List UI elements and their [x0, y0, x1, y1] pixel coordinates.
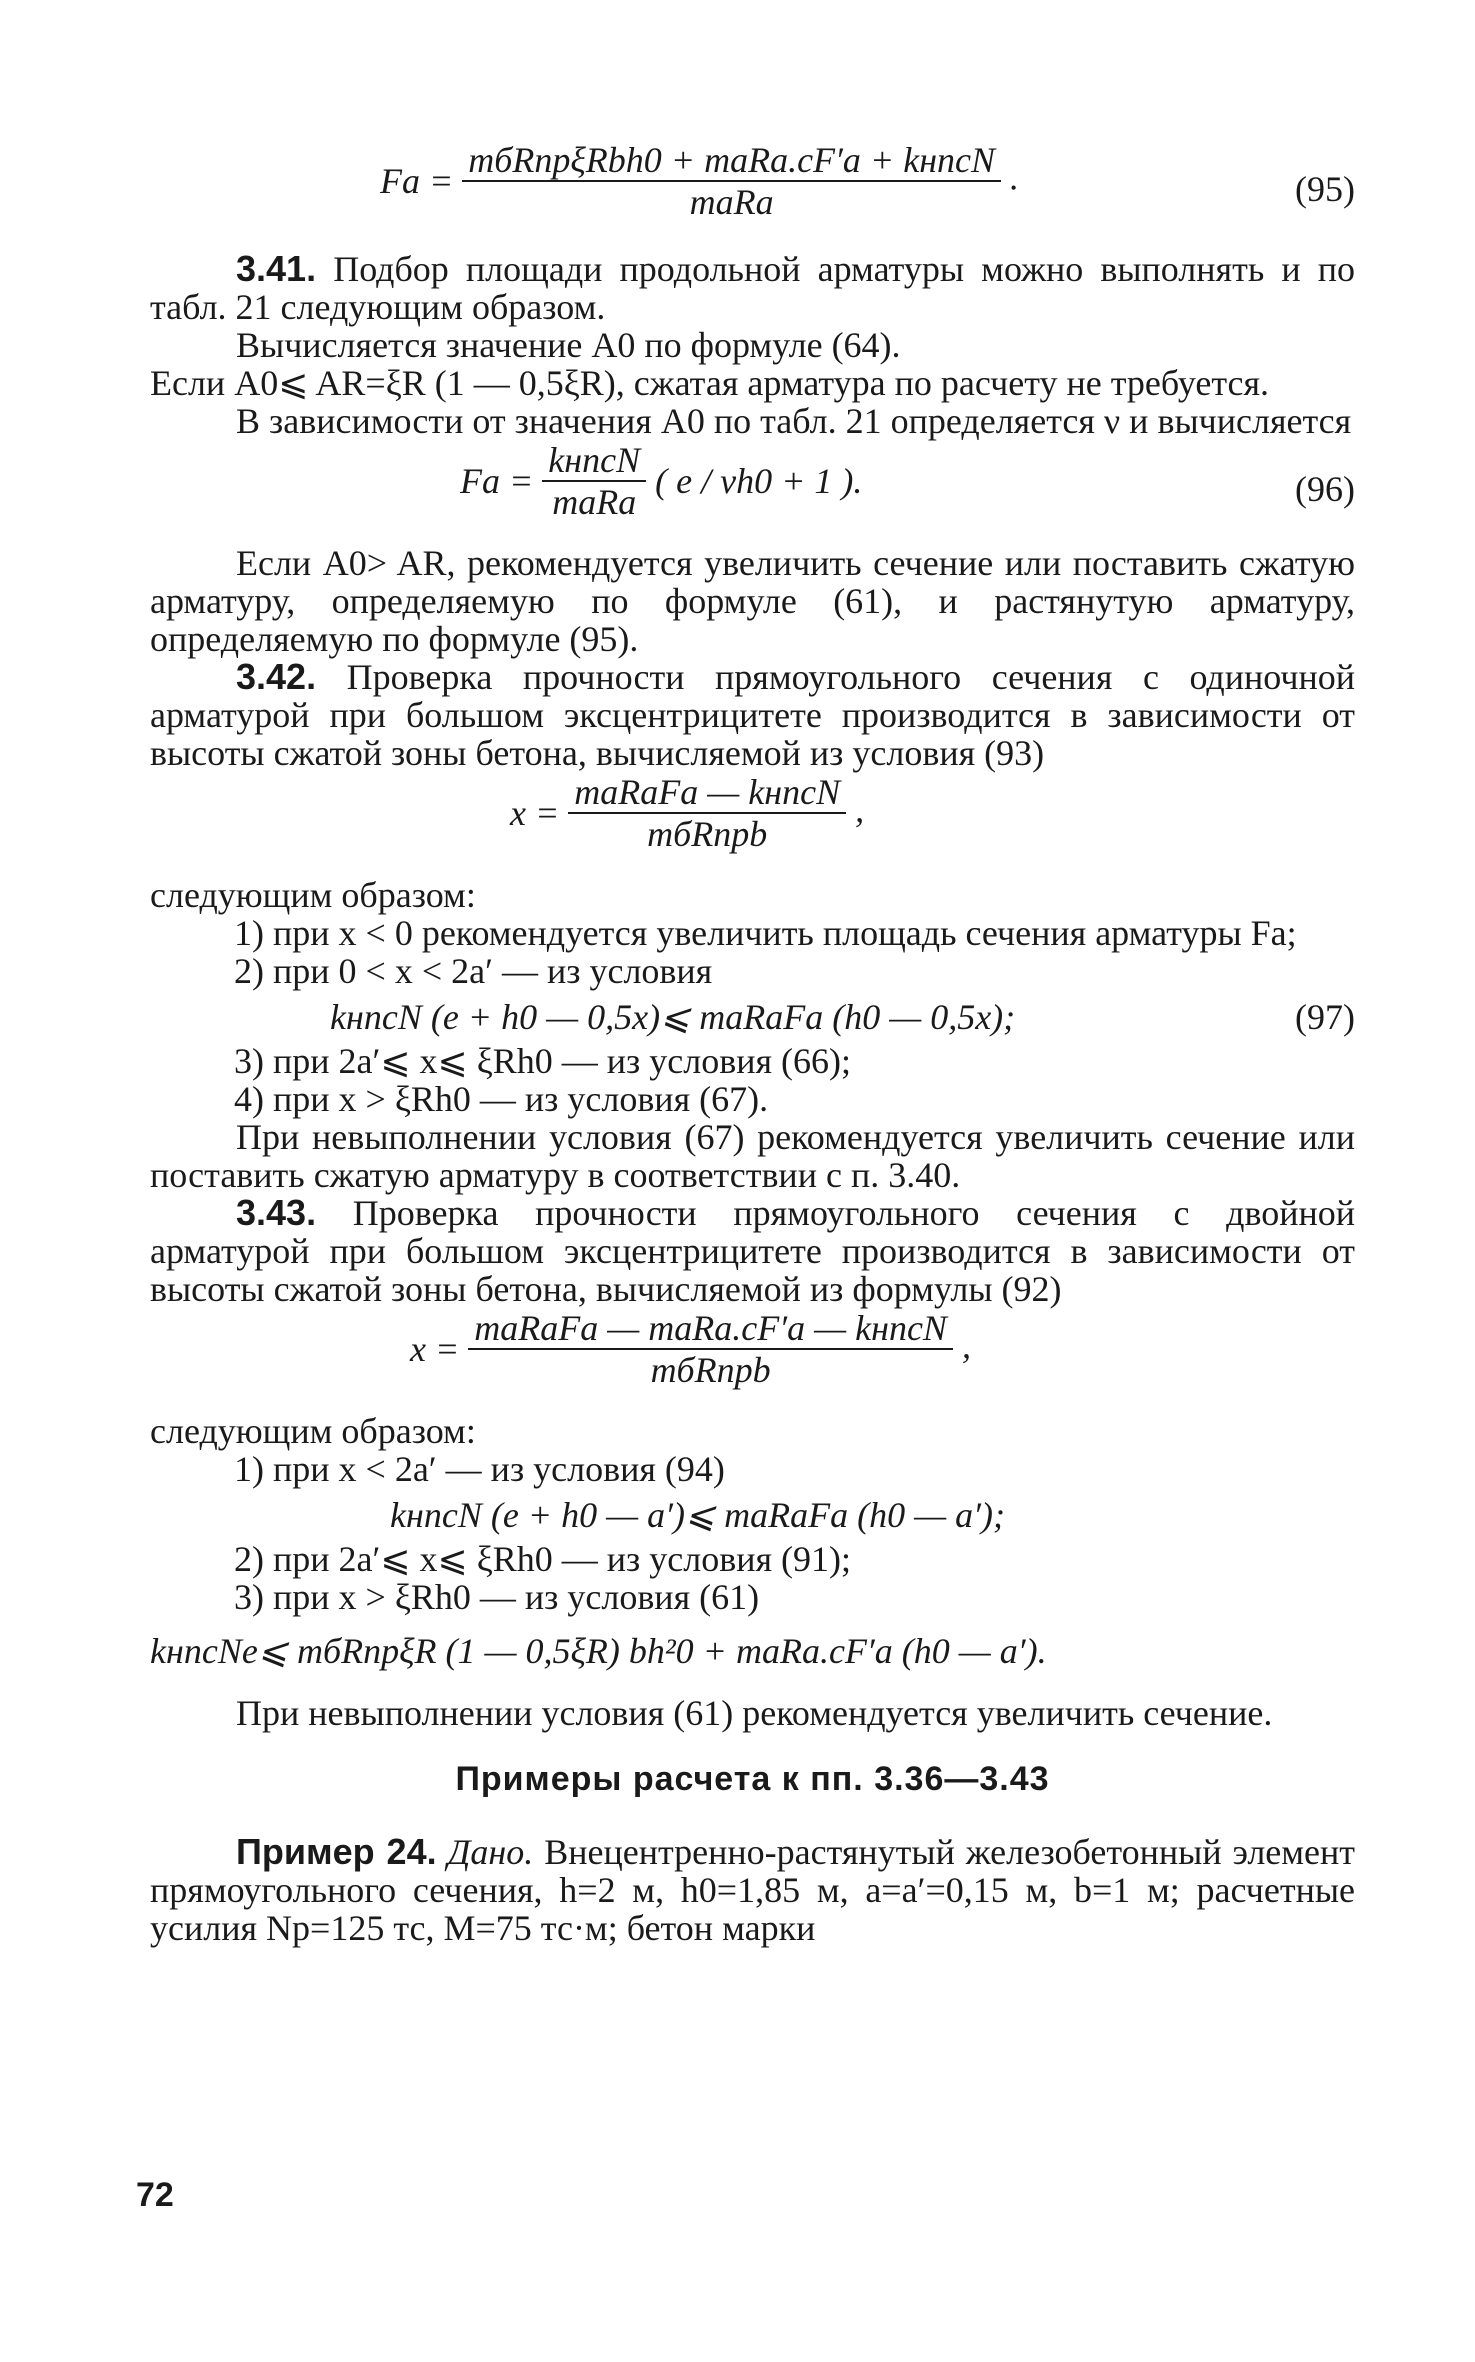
equation-denominator: mбRпрb: [647, 814, 768, 854]
section-3-43: [150, 1194, 1355, 1308]
section-number: 3.41.: [236, 248, 317, 289]
section-number: 3.43.: [236, 1192, 317, 1233]
list-item: 3) при x > ξRh0 — из условия (61): [234, 1577, 760, 1617]
paragraph-text: Внецентренно-растянутый железобетонный элемент прямоугольного сечения, h=2 м, h0=1,85 м, a=a′=0,15 м, b=1 м; расчетные усилия Nр=125 тс, M=75 тс·м; бетон марки: [150, 1832, 1356, 1948]
example-given: Дано.: [436, 1832, 534, 1872]
equation-number: (96): [1295, 469, 1355, 509]
section-3-42: [150, 658, 1355, 772]
equation-numerator: mбRпрξRbh0 + maRa.cF′a + kнncN: [462, 140, 1001, 182]
paragraph: При невыполнении условия (61) рекомендуется увеличить сечение.: [236, 1693, 1273, 1733]
equation-denominator: maRa: [689, 182, 774, 222]
list-item: 2) при 2a′⩽ x⩽ ξRh0 — из условия (91);: [234, 1539, 851, 1579]
section-heading: Примеры расчета к пп. 3.36—3.43: [455, 1760, 1050, 1798]
list-item: 2) при 0 < x < 2a′ — из условия: [234, 951, 713, 991]
equation-text: kнncN (e + h0 — a′)⩽ maRaFa (h0 — a′);: [390, 1495, 1005, 1535]
equation-tail: ( e / νh0 + 1 ).: [655, 461, 863, 501]
equation-93: [150, 772, 1355, 868]
equation-number: (95): [1295, 169, 1355, 209]
paragraph-text: Проверка прочности прямоугольного сечения с одиночной арматурой при большом эксцентрицитете производится в зависимости от высоты сжатой зоны бетона, вычисляемой из условия (93): [150, 657, 1355, 773]
equation-tail: ,: [961, 1325, 971, 1366]
list-item: 4) при x > ξRh0 — из условия (67).: [234, 1079, 769, 1119]
equation-numerator: maRaFa — kнncN: [568, 772, 846, 814]
paragraph: Вычисляется значение A0 по формуле (64).: [236, 325, 901, 365]
equation-94: [150, 1488, 1355, 1540]
example-24: [150, 1833, 1355, 1947]
equation-lhs: x =: [510, 793, 560, 833]
page-number: 72: [136, 2176, 174, 2214]
equation-denominator: maRa: [552, 482, 637, 522]
example-label: Пример 24.: [236, 1831, 437, 1872]
equation-lhs: Fa =: [380, 161, 454, 201]
list-item: 1) при x < 2a′ — из условия (94): [234, 1449, 725, 1489]
equation-numerator: maRaFa — maRa.cF′a — kнncN: [468, 1308, 953, 1350]
equation-97: [150, 990, 1355, 1042]
equation-92: [150, 1308, 1355, 1404]
section-number: 3.42.: [236, 656, 317, 697]
document-page: [150, 140, 1355, 1947]
paragraph: При невыполнении условия (67) рекомендуется увеличить сечение или поставить сжатую арматуру в соответствии с п. 3.40.: [150, 1117, 1355, 1195]
list-item: 3) при 2a′⩽ x⩽ ξRh0 — из условия (66);: [234, 1041, 851, 1081]
equation-numerator: kнncN: [542, 440, 646, 482]
paragraph: следующим образом:: [150, 875, 476, 915]
section-3-41: [150, 250, 1355, 326]
equation-text: kнncNe⩽ mбRпрξR (1 — 0,5ξR) bh²0 + maRa.cF′a (h0 — a′).: [150, 1631, 1047, 1671]
paragraph-text: Подбор площади продольной арматуры можно выполнять и по табл. 21 следующим образом.: [150, 249, 1355, 327]
paragraph: В зависимости от значения A0 по табл. 21 определяется ν и вычисляется: [236, 401, 1352, 441]
equation-denominator: mбRпрb: [650, 1350, 771, 1390]
equation-lhs: Fa =: [460, 461, 534, 501]
paragraph: следующим образом:: [150, 1411, 476, 1451]
equation-lhs: x =: [410, 1329, 460, 1369]
list-item: 1) при x < 0 рекомендуется увеличить площадь сечения арматуры Fa;: [234, 913, 1297, 953]
equation-61: [150, 1616, 1355, 1680]
equation-96: [150, 440, 1355, 536]
paragraph-text: Проверка прочности прямоугольного сечения с двойной арматурой при большом эксцентрицитете производится в зависимости от высоты сжатой зоны бетона, вычисляемой из формулы (92): [150, 1193, 1355, 1309]
equation-text: kнncN (e + h0 — 0,5x)⩽ maRaFa (h0 — 0,5x);: [330, 997, 1016, 1037]
equation-tail: ,: [855, 789, 865, 830]
paragraph: Если A0⩽ AR=ξR (1 — 0,5ξR), сжатая арматура по расчету не требуется.: [150, 363, 1270, 403]
equation-95: Fa = $\frac{\text{mбRпрξRbh0 + maRa.cF′a + kнncN}}{\text{maRa}}$ . (95): [380, 140, 1355, 222]
paragraph: Если A0> AR, рекомендуется увеличить сечение или поставить сжатую арматуру, определяемую по формуле (61), и растянутую арматуру, определяемую по формуле (95).: [150, 543, 1355, 659]
equation-number: (97): [1295, 997, 1355, 1037]
